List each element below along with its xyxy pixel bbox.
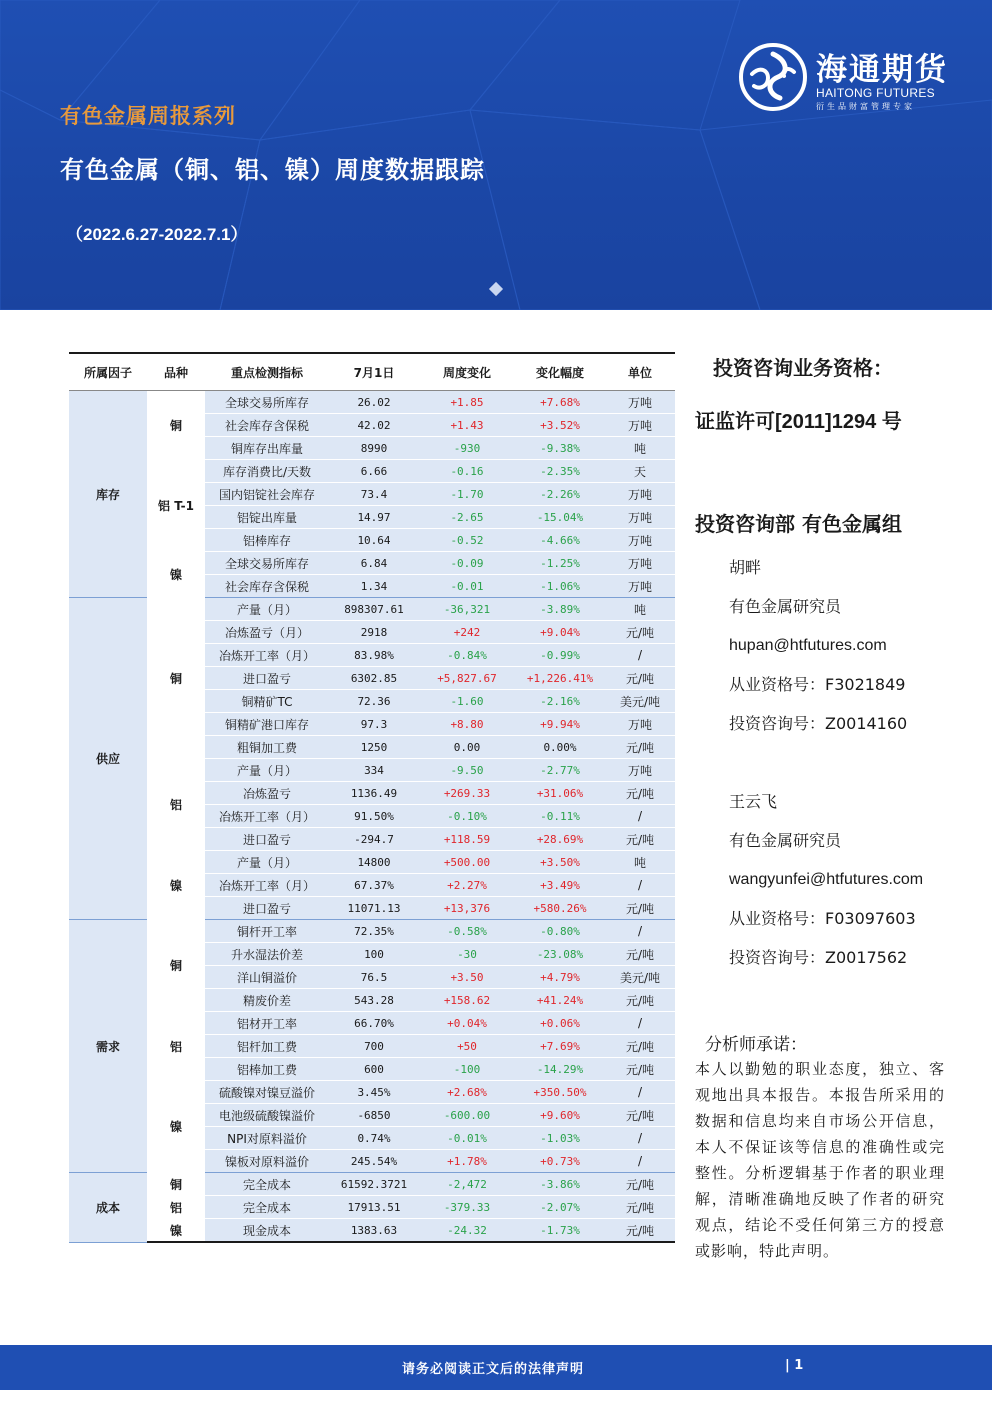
percent-cell: +3.49% [515, 874, 605, 897]
metal-cell: 铜 [147, 920, 205, 1012]
haitong-logo-icon [738, 42, 808, 112]
percent-cell: +28.69% [515, 828, 605, 851]
logo-text: 海通期货 [816, 52, 948, 88]
change-cell: -100 [419, 1058, 515, 1081]
indicator-cell: 洋山铜溢价 [205, 966, 329, 989]
value-cell: 700 [329, 1035, 419, 1058]
percent-cell: 0.00% [515, 736, 605, 759]
indicator-cell: 库存消费比/天数 [205, 460, 329, 483]
value-cell: 61592.3721 [329, 1173, 419, 1196]
indicator-cell: 全球交易所库存 [205, 391, 329, 414]
indicator-cell: 冶炼开工率（月） [205, 805, 329, 828]
qualification-title: 投资咨询业务资格： [713, 356, 893, 380]
metal-cell: 铝 [147, 759, 205, 851]
indicator-cell: 粗铜加工费 [205, 736, 329, 759]
value-cell: 6.66 [329, 460, 419, 483]
indicator-cell: 进口盈亏 [205, 828, 329, 851]
value-cell: 8990 [329, 437, 419, 460]
unit-cell: 元/吨 [605, 621, 675, 644]
metal-cell: 镍 [147, 851, 205, 920]
change-cell: +2.68% [419, 1081, 515, 1104]
percent-cell: +3.50% [515, 851, 605, 874]
indicator-cell: 硫酸镍对镍豆溢价 [205, 1081, 329, 1104]
percent-cell: +9.04% [515, 621, 605, 644]
indicator-cell: 产量（月） [205, 759, 329, 782]
change-cell: -2.65 [419, 506, 515, 529]
metal-cell: 镍 [147, 1081, 205, 1173]
value-cell: 898307.61 [329, 598, 419, 621]
value-cell: 91.50% [329, 805, 419, 828]
change-cell: +13,376 [419, 897, 515, 920]
percent-cell: +1,226.41% [515, 667, 605, 690]
table-body [69, 391, 675, 1243]
factor-cell: 供应 [69, 598, 147, 920]
indicator-cell: 社会库存含保税 [205, 575, 329, 598]
unit-cell: / [605, 874, 675, 897]
indicator-cell: 冶炼开工率（月） [205, 644, 329, 667]
indicator-cell: 铝杆加工费 [205, 1035, 329, 1058]
unit-cell: 元/吨 [605, 1173, 675, 1196]
change-cell: -30 [419, 943, 515, 966]
metal-cell: 铝 [147, 1012, 205, 1081]
table-row [69, 1196, 675, 1219]
indicator-cell: 产量（月） [205, 598, 329, 621]
analyst-email[interactable]: hupan@htfutures.com [729, 637, 887, 654]
value-cell: 14.97 [329, 506, 419, 529]
table-row [69, 1173, 675, 1196]
value-cell: 1250 [329, 736, 419, 759]
analyst-consult: 投资咨询号：Z0014160 [729, 714, 908, 733]
value-cell: 11071.13 [329, 897, 419, 920]
report-series: 有色金属周报系列 [60, 103, 236, 128]
unit-cell: 元/吨 [605, 1104, 675, 1127]
table-row [69, 598, 675, 621]
indicator-cell: 铜杆开工率 [205, 920, 329, 943]
value-cell: 73.4 [329, 483, 419, 506]
indicator-cell: 完全成本 [205, 1173, 329, 1196]
change-cell: -0.09 [419, 552, 515, 575]
percent-cell: +7.69% [515, 1035, 605, 1058]
metal-cell: 镍 [147, 1219, 205, 1243]
indicator-cell: 冶炼开工率（月） [205, 874, 329, 897]
indicator-cell: 社会库存含保税 [205, 414, 329, 437]
indicator-cell: 铜精矿TC [205, 690, 329, 713]
analyst-role: 有色金属研究员 [729, 597, 842, 616]
unit-cell: 吨 [605, 851, 675, 874]
percent-cell: -1.25% [515, 552, 605, 575]
change-cell: +8.80 [419, 713, 515, 736]
factor-cell: 成本 [69, 1173, 147, 1243]
percent-cell: +4.79% [515, 966, 605, 989]
indicator-cell: 铝材开工率 [205, 1012, 329, 1035]
column-header: 周度变化 [419, 353, 515, 391]
change-cell: +500.00 [419, 851, 515, 874]
percent-cell: -2.77% [515, 759, 605, 782]
analyst-email[interactable]: wangyunfei@htfutures.com [729, 871, 924, 888]
analyst-consult: 投资咨询号：Z0017562 [729, 948, 908, 967]
percent-cell: -15.04% [515, 506, 605, 529]
change-cell: -0.52 [419, 529, 515, 552]
company-logo [738, 42, 958, 122]
value-cell: 66.70% [329, 1012, 419, 1035]
unit-cell: 元/吨 [605, 989, 675, 1012]
indicator-cell: 铝锭出库量 [205, 506, 329, 529]
percent-cell: +0.73% [515, 1150, 605, 1173]
value-cell: 1.34 [329, 575, 419, 598]
unit-cell: 万吨 [605, 759, 675, 782]
weekly-data-table [69, 352, 675, 1243]
value-cell: 6302.85 [329, 667, 419, 690]
value-cell: 76.5 [329, 966, 419, 989]
change-cell: +269.33 [419, 782, 515, 805]
page-number: | 1 [785, 1358, 804, 1373]
percent-cell: -14.29% [515, 1058, 605, 1081]
percent-cell: +3.52% [515, 414, 605, 437]
unit-cell: 万吨 [605, 506, 675, 529]
analyst-name: 王云飞 [729, 792, 778, 811]
change-cell: -0.84% [419, 644, 515, 667]
column-header: 品种 [147, 353, 205, 391]
change-cell: +1.85 [419, 391, 515, 414]
change-cell: +50 [419, 1035, 515, 1058]
table-row [69, 460, 675, 483]
indicator-cell: 现金成本 [205, 1219, 329, 1243]
value-cell: 10.64 [329, 529, 419, 552]
change-cell: -2,472 [419, 1173, 515, 1196]
change-cell: +158.62 [419, 989, 515, 1012]
promise-text: 本人以勤勉的职业态度，独立、客观地出具本报告。本报告所采用的数据和信息均来自市场公开信息，本人不保证该等信息的准确性或完整性。分析逻辑基于作者的职业理解，清晰准确地反映了作者的研究观点，结论不受任何第三方的授意或影响，特此声明。 [695, 1060, 945, 1260]
indicator-cell: 产量（月） [205, 851, 329, 874]
table-header-row [69, 353, 675, 391]
change-cell: -1.60 [419, 690, 515, 713]
change-cell: -930 [419, 437, 515, 460]
change-cell: +1.43 [419, 414, 515, 437]
column-header: 所属因子 [69, 353, 147, 391]
value-cell: 26.02 [329, 391, 419, 414]
unit-cell: 万吨 [605, 414, 675, 437]
change-cell: -0.10% [419, 805, 515, 828]
metal-cell: 铝 T-1 [147, 460, 205, 552]
percent-cell: -2.26% [515, 483, 605, 506]
metal-cell: 铜 [147, 391, 205, 460]
page-footer [0, 1345, 992, 1390]
promise-title: 分析师承诺： [705, 1035, 807, 1055]
percent-cell: +9.94% [515, 713, 605, 736]
table-row [69, 1081, 675, 1104]
percent-cell: -0.11% [515, 805, 605, 828]
page-title: 有色金属（铜、铝、镍）周度数据跟踪 [60, 155, 485, 184]
value-cell: 72.35% [329, 920, 419, 943]
unit-cell: / [605, 920, 675, 943]
unit-cell: 元/吨 [605, 1058, 675, 1081]
change-cell: +0.04% [419, 1012, 515, 1035]
column-header: 7月1日 [329, 353, 419, 391]
unit-cell: 万吨 [605, 483, 675, 506]
value-cell: 14800 [329, 851, 419, 874]
indicator-cell: 铜库存出库量 [205, 437, 329, 460]
percent-cell: -3.86% [515, 1173, 605, 1196]
metal-cell: 铜 [147, 598, 205, 759]
change-cell: -0.16 [419, 460, 515, 483]
value-cell: 600 [329, 1058, 419, 1081]
table-row [69, 1012, 675, 1035]
percent-cell: -1.73% [515, 1219, 605, 1243]
value-cell: 17913.51 [329, 1196, 419, 1219]
analyst-name: 胡畔 [729, 558, 762, 577]
legal-notice-link[interactable]: 请务必阅读正文后的法律声明 [402, 1362, 585, 1377]
indicator-cell: 铝棒库存 [205, 529, 329, 552]
analyst-role: 有色金属研究员 [729, 831, 842, 850]
change-cell: +1.78% [419, 1150, 515, 1173]
logo-english: HAITONG FUTURES [816, 86, 935, 100]
percent-cell: -2.35% [515, 460, 605, 483]
unit-cell: 天 [605, 460, 675, 483]
indicator-cell: 国内铝锭社会库存 [205, 483, 329, 506]
indicator-cell: 完全成本 [205, 1196, 329, 1219]
percent-cell: -9.38% [515, 437, 605, 460]
unit-cell: 元/吨 [605, 1196, 675, 1219]
unit-cell: 元/吨 [605, 1219, 675, 1243]
analyst-cert: 从业资格号：F3021849 [729, 675, 906, 694]
change-cell: -600.00 [419, 1104, 515, 1127]
value-cell: 6.84 [329, 552, 419, 575]
unit-cell: 元/吨 [605, 736, 675, 759]
percent-cell: -3.89% [515, 598, 605, 621]
indicator-cell: 精废价差 [205, 989, 329, 1012]
percent-cell: -0.80% [515, 920, 605, 943]
column-header: 变化幅度 [515, 353, 605, 391]
percent-cell: -2.07% [515, 1196, 605, 1219]
unit-cell: 万吨 [605, 529, 675, 552]
percent-cell: +350.50% [515, 1081, 605, 1104]
license-number: 证监许可[2011]1294 号 [695, 411, 902, 433]
change-cell: +3.50 [419, 966, 515, 989]
indicator-cell: 铝棒加工费 [205, 1058, 329, 1081]
percent-cell: +0.06% [515, 1012, 605, 1035]
analyst-cert: 从业资格号：F03097603 [729, 909, 916, 928]
change-cell: -24.32 [419, 1219, 515, 1243]
table-row [69, 391, 675, 414]
indicator-cell: 电池级硫酸镍溢价 [205, 1104, 329, 1127]
value-cell: 83.98% [329, 644, 419, 667]
report-period: （2022.6.27-2022.7.1） [66, 225, 248, 244]
value-cell: 42.02 [329, 414, 419, 437]
metal-cell: 铜 [147, 1173, 205, 1196]
value-cell: 1136.49 [329, 782, 419, 805]
percent-cell: -2.16% [515, 690, 605, 713]
percent-cell: +9.60% [515, 1104, 605, 1127]
percent-cell: +7.68% [515, 391, 605, 414]
report-header [0, 0, 992, 310]
change-cell: -379.33 [419, 1196, 515, 1219]
percent-cell: +580.26% [515, 897, 605, 920]
indicator-cell: NPI对原料溢价 [205, 1127, 329, 1150]
change-cell: 0.00 [419, 736, 515, 759]
value-cell: 543.28 [329, 989, 419, 1012]
percent-cell: +31.06% [515, 782, 605, 805]
indicator-cell: 进口盈亏 [205, 667, 329, 690]
unit-cell: 万吨 [605, 391, 675, 414]
analyst-card [729, 782, 923, 977]
change-cell: -36,321 [419, 598, 515, 621]
column-header: 单位 [605, 353, 675, 391]
factor-cell: 需求 [69, 920, 147, 1173]
percent-cell: -4.66% [515, 529, 605, 552]
analyst-card [729, 548, 907, 743]
value-cell: -6850 [329, 1104, 419, 1127]
unit-cell: 吨 [605, 437, 675, 460]
unit-cell: 吨 [605, 598, 675, 621]
value-cell: -294.7 [329, 828, 419, 851]
logo-slogan: 衍生品财富管理专家 [816, 102, 915, 111]
value-cell: 334 [329, 759, 419, 782]
factor-cell: 库存 [69, 391, 147, 598]
change-cell: +242 [419, 621, 515, 644]
percent-cell: -1.06% [515, 575, 605, 598]
table-row [69, 1219, 675, 1243]
table-row [69, 552, 675, 575]
indicator-cell: 冶炼盈亏（月） [205, 621, 329, 644]
department-name: 投资咨询部 有色金属组 [695, 512, 902, 536]
unit-cell: 元/吨 [605, 897, 675, 920]
unit-cell: 美元/吨 [605, 690, 675, 713]
unit-cell: 元/吨 [605, 782, 675, 805]
value-cell: 67.37% [329, 874, 419, 897]
indicator-cell: 进口盈亏 [205, 897, 329, 920]
metal-cell: 镍 [147, 552, 205, 598]
value-cell: 245.54% [329, 1150, 419, 1173]
indicator-cell: 升水湿法价差 [205, 943, 329, 966]
unit-cell: 元/吨 [605, 943, 675, 966]
change-cell: +2.27% [419, 874, 515, 897]
value-cell: 0.74% [329, 1127, 419, 1150]
percent-cell: +41.24% [515, 989, 605, 1012]
value-cell: 3.45% [329, 1081, 419, 1104]
unit-cell: 元/吨 [605, 828, 675, 851]
unit-cell: 万吨 [605, 713, 675, 736]
indicator-cell: 冶炼盈亏 [205, 782, 329, 805]
unit-cell: 万吨 [605, 575, 675, 598]
unit-cell: / [605, 805, 675, 828]
table-row [69, 851, 675, 874]
change-cell: -0.01% [419, 1127, 515, 1150]
change-cell: -0.01 [419, 575, 515, 598]
value-cell: 100 [329, 943, 419, 966]
change-cell: +118.59 [419, 828, 515, 851]
unit-cell: 元/吨 [605, 1035, 675, 1058]
indicator-cell: 全球交易所库存 [205, 552, 329, 575]
indicator-cell: 铜精矿港口库存 [205, 713, 329, 736]
unit-cell: / [605, 644, 675, 667]
percent-cell: -23.08% [515, 943, 605, 966]
indicator-cell: 镍板对原料溢价 [205, 1150, 329, 1173]
unit-cell: 万吨 [605, 552, 675, 575]
change-cell: -1.70 [419, 483, 515, 506]
unit-cell: / [605, 1127, 675, 1150]
value-cell: 97.3 [329, 713, 419, 736]
metal-cell: 铝 [147, 1196, 205, 1219]
change-cell: +5,827.67 [419, 667, 515, 690]
table-row [69, 759, 675, 782]
change-cell: -0.58% [419, 920, 515, 943]
value-cell: 72.36 [329, 690, 419, 713]
percent-cell: -0.99% [515, 644, 605, 667]
unit-cell: / [605, 1150, 675, 1173]
percent-cell: -1.03% [515, 1127, 605, 1150]
unit-cell: / [605, 1081, 675, 1104]
value-cell: 2918 [329, 621, 419, 644]
unit-cell: 元/吨 [605, 667, 675, 690]
value-cell: 1383.63 [329, 1219, 419, 1243]
unit-cell: 美元/吨 [605, 966, 675, 989]
change-cell: -9.50 [419, 759, 515, 782]
column-header: 重点检测指标 [205, 353, 329, 391]
table-row [69, 920, 675, 943]
unit-cell: / [605, 1012, 675, 1035]
